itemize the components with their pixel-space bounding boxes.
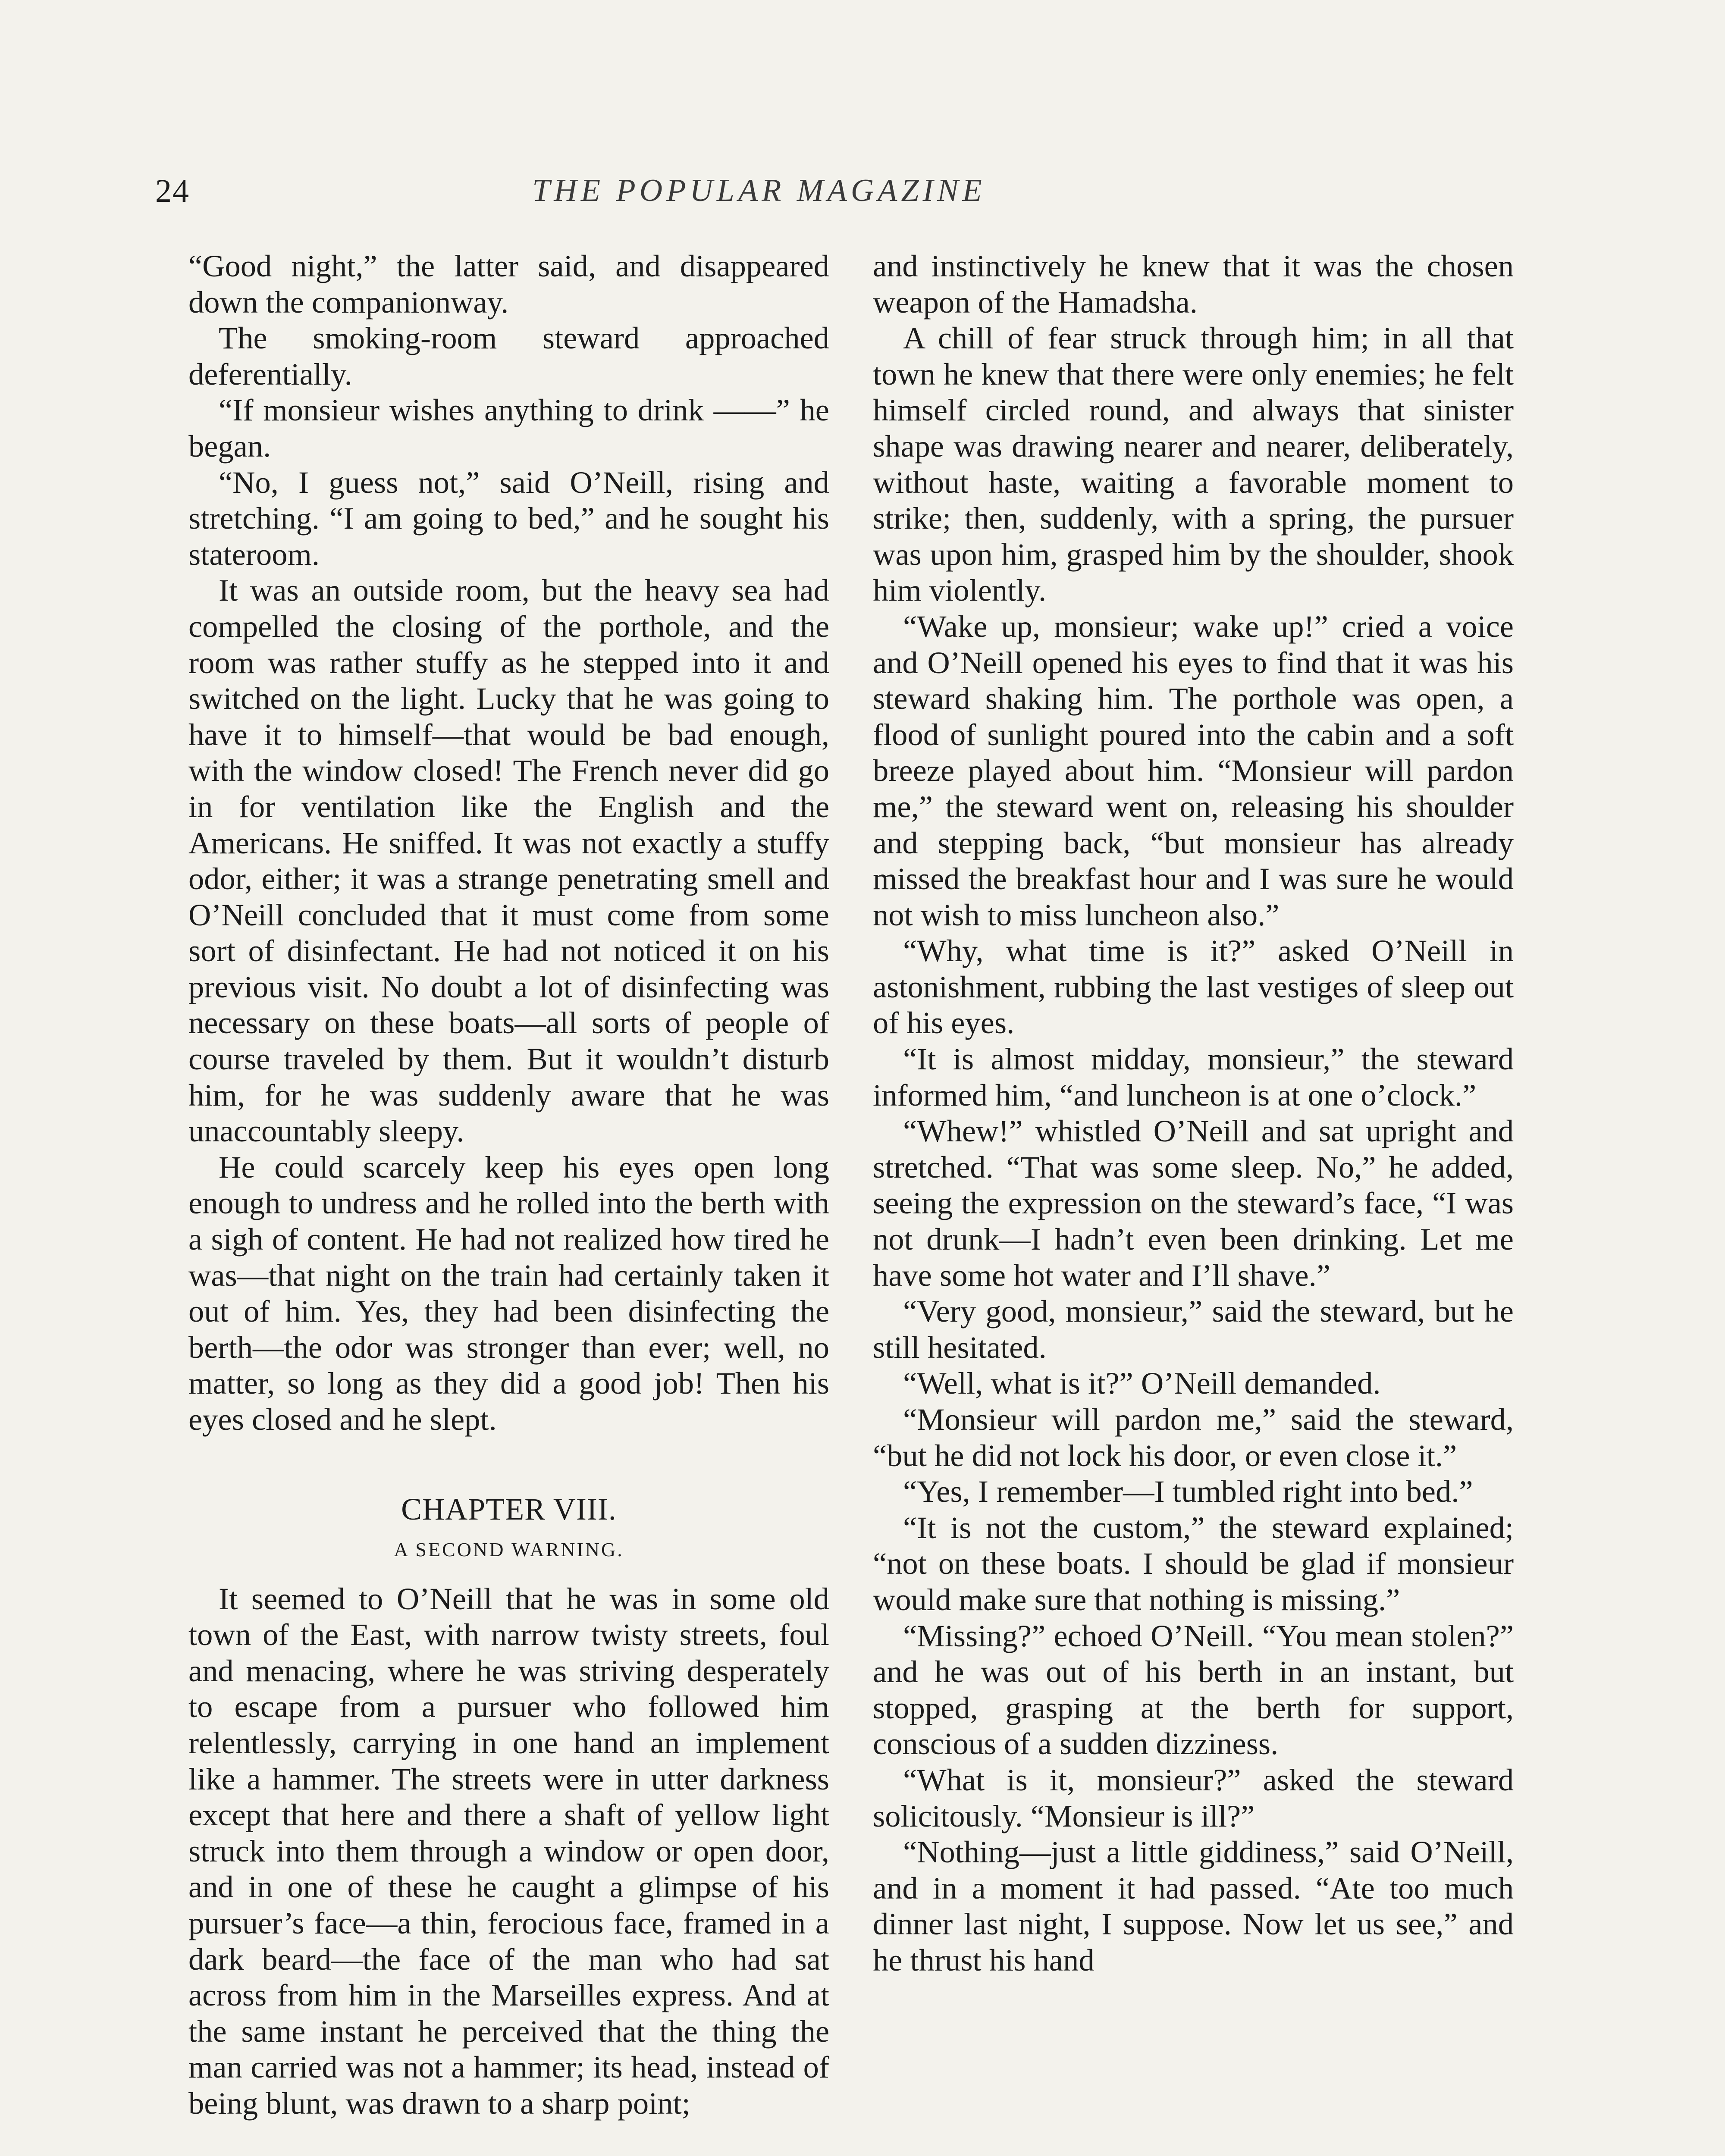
paragraph: He could scarcely keep his eyes open long enough to undress and he rolled into the berth with a sigh of content. He had not realized how tired he was—that night on the train had certainly taken it out of him. Yes, they had been disinfecting the berth—the odor was stronger than ever; well, no matter, so long as they did a good job! Then his eyes closed and he slept. [188,1149,829,1437]
paragraph: “Yes, I remember—I tumbled right into bed.” [903,1474,1473,1509]
paragraph: “Whew!” whistled O’Neill and sat upright and stretched. “That was some sleep. No,” he added, seeing the expression on the steward’s face, “I was not drunk—I hadn’t even been drinking. Let me have some hot water and I’ll shave.” [873,1113,1514,1293]
paragraph: “No, I guess not,” said O’Neill, rising and stretching. “I am going to bed,” and he sought his stateroom. [188,464,829,572]
chapter-heading: CHAPTER VIII. [401,1492,617,1526]
paragraph: The smoking-room steward approached deferentially. [188,320,829,392]
paragraph: “Wake up, monsieur; wake up!” cried a voice and O’Neill opened his eyes to find that it was his steward shaking him. The porthole was open, a flood of sunlight poured into the cabin and a soft breeze played about him. “Monsieur will pardon me,” the steward went on, releasing his shoulder and stepping back, “but monsieur has already missed the breakfast hour and I was sure he would not wish to miss luncheon also.” [873,608,1514,932]
paragraph: “Good night,” the latter said, and disappeared down the companionway. [188,248,829,320]
chapter-subtitle: A SECOND WARNING. [394,1538,624,1561]
running-title: THE POPULAR MAGAZINE [532,173,986,208]
paragraph: “Monsieur will pardon me,” said the steward, “but he did not lock his door, or even close it.” [873,1402,1514,1473]
right-column [873,248,1514,1978]
paragraph: “Very good, monsieur,” said the steward, but he still hesitated. [873,1294,1514,1365]
paragraph: A chill of fear struck through him; in all that town he knew that there were only enemies; he felt himself circled round, and always that sinister shape was drawing nearer and nearer, deliberately, without haste, waiting a favorable moment to strike; then, suddenly, with a spring, the pursuer was upon him, grasped him by the shoulder, shook him violently. [873,320,1514,608]
page-number: 24 [155,173,190,209]
paragraph: and instinctively he knew that it was the chosen weapon of the Hamadsha. [873,248,1514,320]
paragraph: “What is it, monsieur?” asked the steward solicitously. “Monsieur is ill?” [873,1762,1514,1833]
paragraph: “Nothing—just a little giddiness,” said O’Neill, and in a moment it had passed. “Ate too much dinner last night, I suppose. Now let us see,” and he thrust his hand [873,1834,1514,1977]
paragraph: “Missing?” echoed O’Neill. “You mean stolen?” and he was out of his berth in an instant, but stopped, grasping at the berth for support, conscious of a sudden dizziness. [873,1618,1514,1761]
paragraph: “It is almost midday, monsieur,” the steward informed him, “and luncheon is at one o’clock.” [873,1041,1514,1112]
paragraph: “Well, what is it?” O’Neill demanded. [903,1366,1381,1401]
paragraph: “Why, what time is it?” asked O’Neill in astonishment, rubbing the last vestiges of sleep out of his eyes. [873,933,1514,1040]
paragraph: “If monsieur wishes anything to drink ——” he began. [188,392,829,464]
paragraph: It seemed to O’Neill that he was in some old town of the East, with narrow twisty streets, foul and menacing, where he was striving desperately to escape from a pursuer who followed him relentlessly, carrying in one hand an implement like a hammer. The streets were in utter darkness except that here and there a shaft of yellow light struck into them through a window or open door, and in one of these he caught a glimpse of his pursuer’s face—a thin, ferocious face, framed in a dark beard—the face of the man who had sat across from him in the Marseilles express. And at the same instant he perceived that the thing the man carried was not a hammer; its head, instead of being blunt, was drawn to a sharp point; [188,1581,829,2121]
left-column [188,248,829,2122]
paragraph: It was an outside room, but the heavy sea had compelled the closing of the porthole, and the room was rather stuffy as he stepped into it and switched on the light. Lucky that he was going to have it to himself—that would be bad enough, with the window closed! The French never did go in for ventilation like the English and the Americans. He sniffed. It was not exactly a stuffy odor, either; it was a strange penetrating smell and O’Neill concluded that it must come from some sort of disinfectant. He had not noticed it on his previous visit. No doubt a lot of disinfecting was necessary on these boats—all sorts of people of course traveled by them. But it wouldn’t disturb him, for he was suddenly aware that he was unaccountably sleepy. [188,573,829,1149]
paragraph: “It is not the custom,” the steward explained; “not on these boats. I should be glad if monsieur would make sure that nothing is missing.” [873,1510,1514,1617]
